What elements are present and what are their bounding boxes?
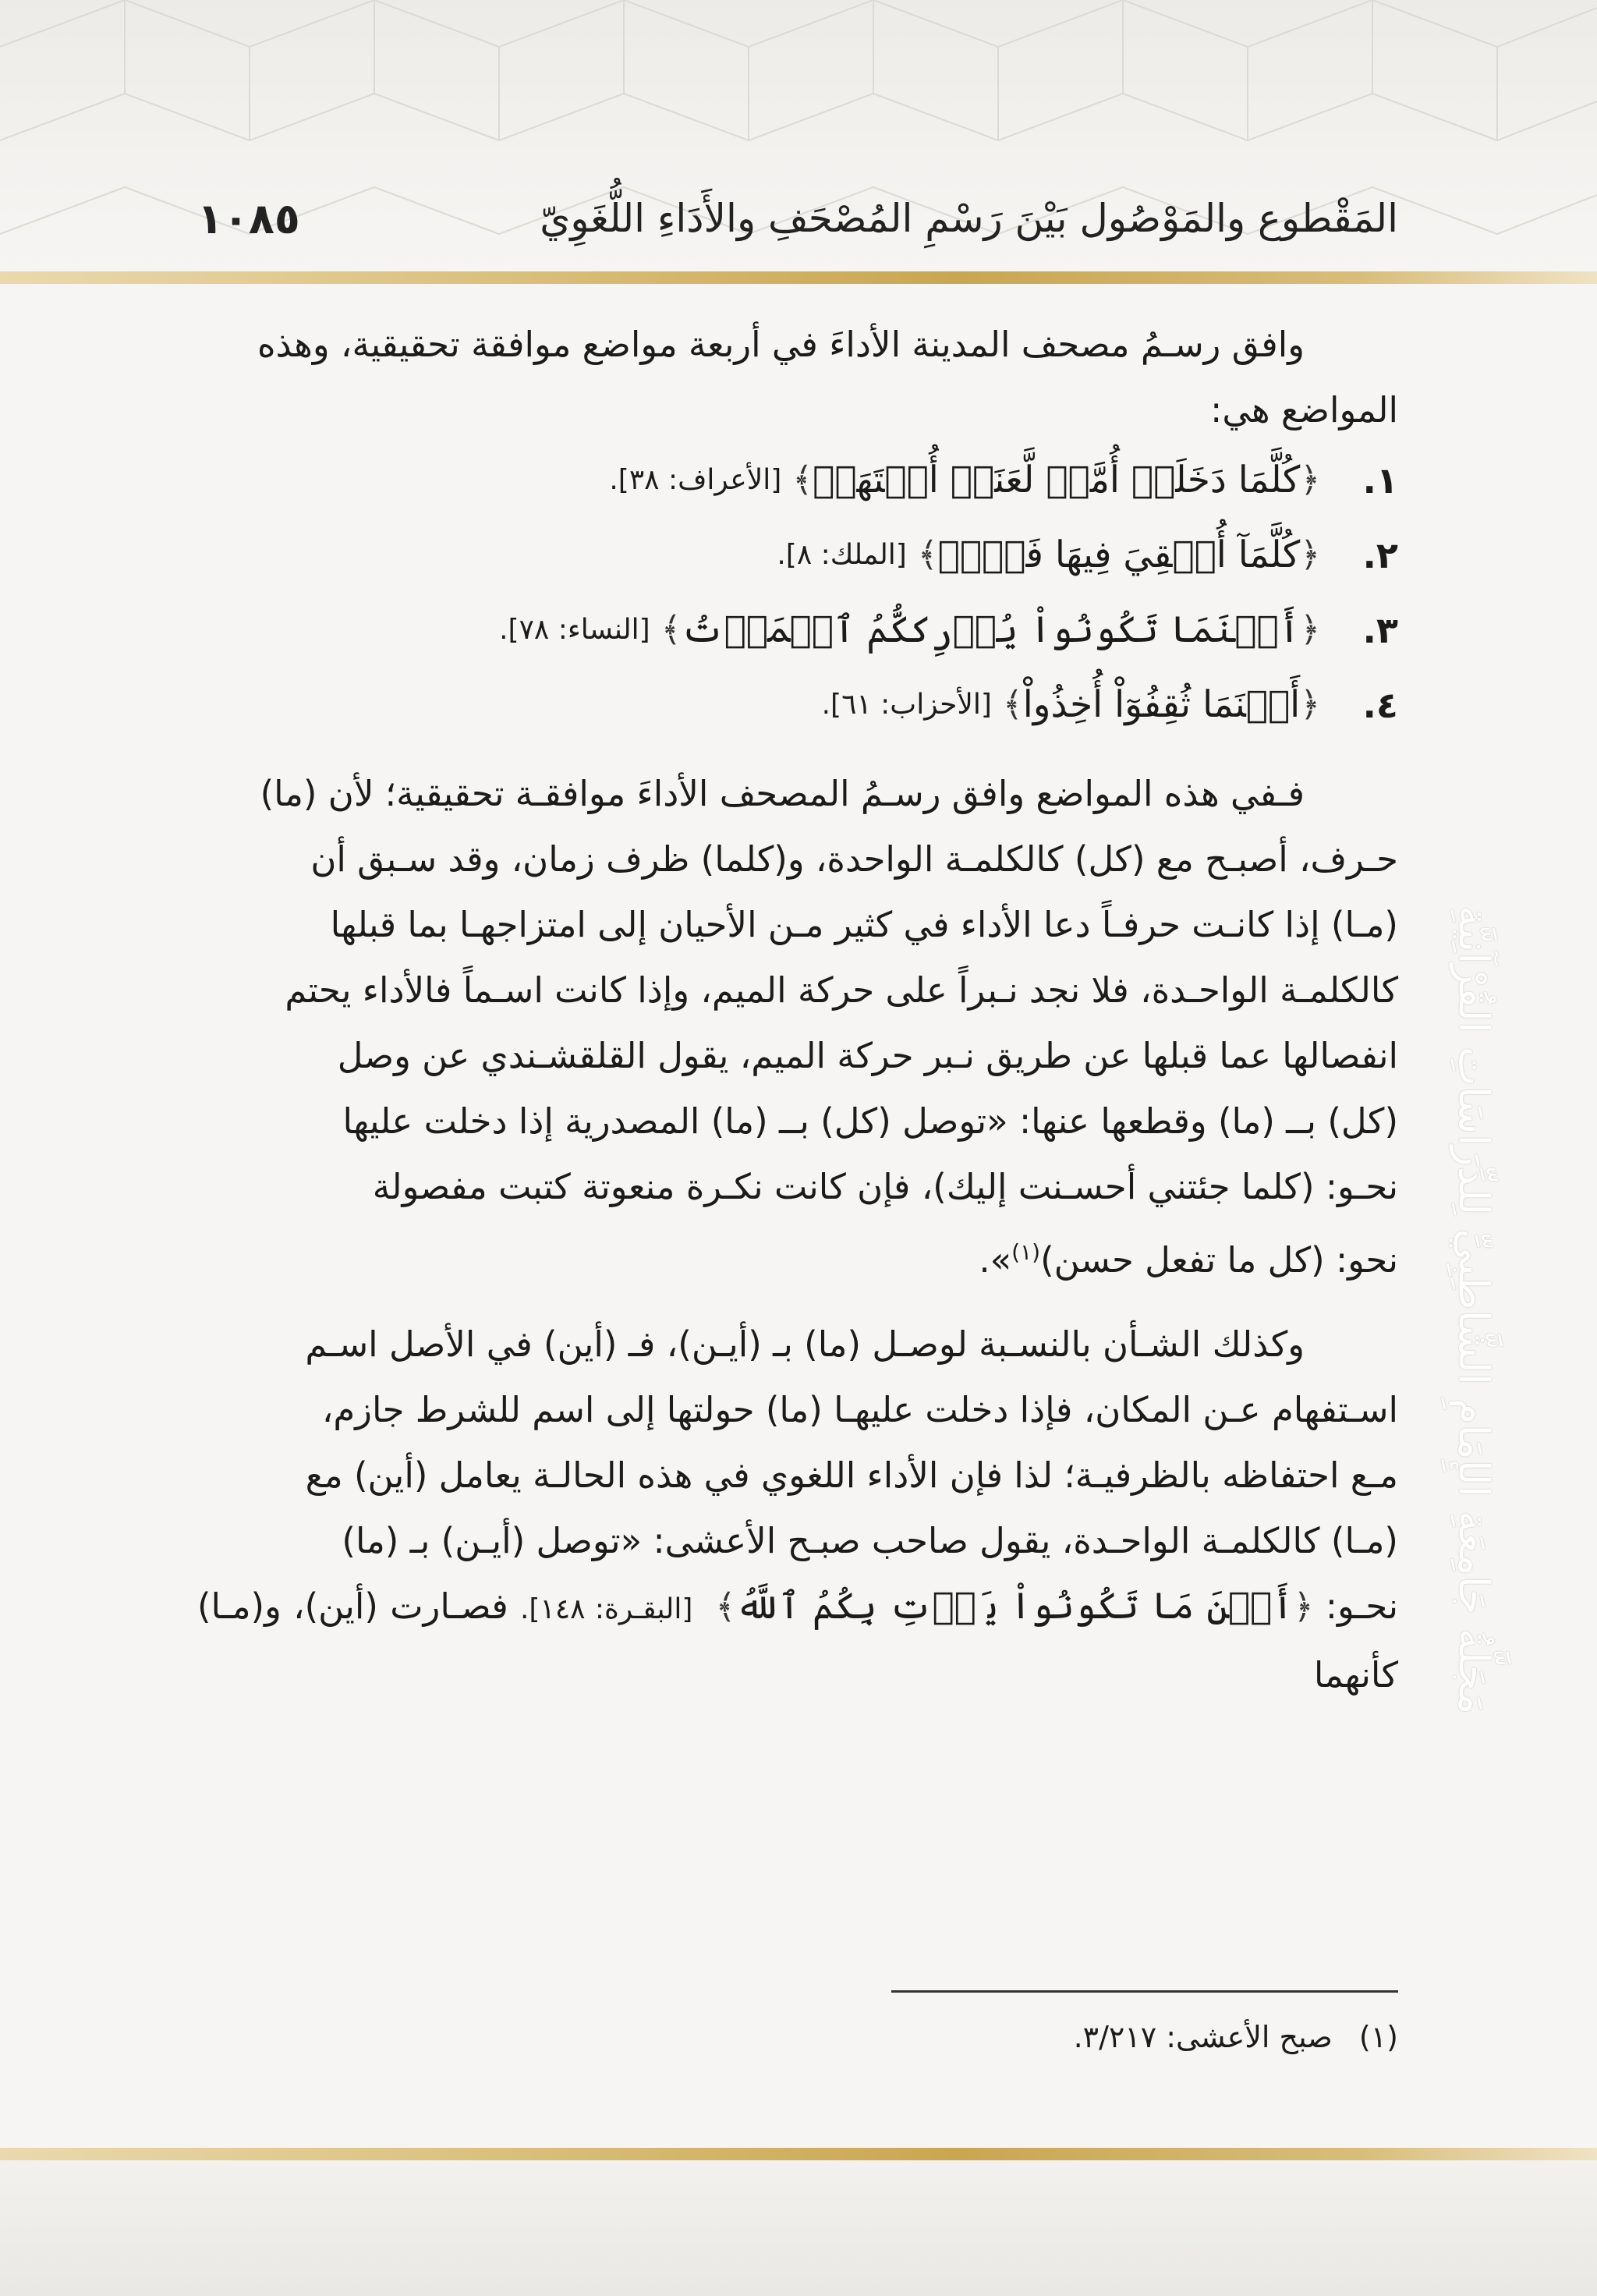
paragraph-line: نحـو: (كلما جئتني أحسـنت إليك)، فإن كانت نكـرة منعوتة كتبت مفصولة: [372, 1166, 1398, 1207]
verse-close-bracket: ﴾: [792, 460, 813, 500]
bottom-gold-divider: [0, 2148, 1597, 2160]
verse-list-item: [197, 593, 1398, 668]
verse-list-item: [197, 518, 1398, 593]
item-number: ٢.: [1362, 534, 1398, 576]
quran-verse: كُلَّمَآ أُلۡقِيَ فِيهَا فَوۡجٞ: [937, 533, 1301, 576]
footer-background: [0, 2160, 1597, 2296]
header-background: [0, 0, 1597, 273]
verse-open-bracket: ﴿: [1300, 460, 1320, 500]
verse-open-bracket: ﴿: [1300, 535, 1320, 575]
intro-line: المواضع هي:: [1210, 389, 1398, 430]
verse-reference: [النساء: ٧٨].: [499, 614, 650, 646]
verse-reference: [الأحزاب: ٦١].: [821, 689, 992, 721]
intro-line: وافق رسـمُ مصحف المدينة الأداءَ في أربعة مواضع موافقة تحقيقية، وهذه: [257, 324, 1305, 365]
paragraph-line: وكذلك الشـأن بالنسـبة لوصـل (ما) بـ (أيـن)، فـ (أين) في الأصل اسـم: [305, 1323, 1305, 1365]
quran-verse: كُلَّمَا دَخَلَتۡ أُمَّةٞ لَّعَنَتۡ أُخۡتَهَاۖ: [813, 459, 1301, 501]
verse-reference: [الملك: ٨].: [777, 539, 907, 571]
quran-verse: أَيۡنَ مَا تَكُونُواْ يَأۡتِ بِكُمُ ٱللَّهُ: [735, 1585, 1294, 1628]
verse-list-item: [197, 443, 1398, 518]
footnote: [197, 2014, 1398, 2060]
verse-reference: [الأعراف: ٣٨].: [609, 464, 782, 496]
footnote-text: صبح الأعشى: ٣/٢١٧.: [1073, 2020, 1333, 2054]
verse-open-bracket: ﴿: [1300, 610, 1320, 650]
side-watermark-title: مَجَلَّةُ جَامِعَةِ الإِمَامِ الشَّاطِبِيِّ لِلدِّرَاسَاتِ القُرْآنِيَّةِ: [1449, 905, 1499, 1715]
paragraph-line: [197, 1220, 1398, 1293]
paragraph-line: (مـا) إذا كانـت حرفـاً دعا الأداء في كثير مـن الأحيان إلى امتزاجهـا بما قبلها: [330, 904, 1398, 945]
paragraph-line: (مـا) كالكلمـة الواحـدة، يقول صاحب صبـح الأعشى: «توصل (أيـن) بـ (ما): [342, 1520, 1398, 1561]
footnote-separator: [891, 1990, 1398, 1993]
quran-verse: أَيۡنَمَا ثُقِفُوٓاْ أُخِذُواْ: [1022, 683, 1301, 726]
verse-close-bracket: ﴾: [660, 610, 682, 650]
item-number: ٣.: [1362, 609, 1398, 651]
paragraph-line: مـع احتفاظه بالظرفيـة؛ لذا فإن الأداء اللغوي في هذه الحالـة يعامل (أين) مع: [305, 1454, 1398, 1496]
verse-open-bracket: ﴿: [1300, 685, 1320, 725]
verse-close-bracket: ﴾: [715, 1587, 736, 1627]
paragraph-text: نحو: (كل ما تفعل حسن): [1040, 1239, 1398, 1281]
verse-list-item: [197, 668, 1398, 742]
paragraph-text: فصـارت (أين)، و(مـا) كأنهما: [197, 1586, 1398, 1695]
paragraph: [197, 1312, 1398, 1708]
top-gold-divider: [0, 271, 1597, 284]
page-number: ١٠٨٥: [197, 193, 300, 243]
paragraph-line: [197, 1574, 1398, 1708]
paragraph-line: (كل) بــ (ما) وقطعها عنها: «توصل (كل) بــ (ما) المصدرية إذا دخلت عليها: [342, 1100, 1398, 1142]
paragraph-line: انفصالها عما قبلها عن طريق نـبر حركة الميم، يقول القلقشـندي عن وصل: [337, 1035, 1398, 1076]
item-number: ١.: [1362, 459, 1398, 501]
paragraph-line: اسـتفهام عـن المكان، فإذا دخلت عليهـا (ما) حولتها إلى اسم للشرط جازم،: [321, 1389, 1398, 1430]
verse-open-bracket: ﴿: [1293, 1587, 1314, 1627]
quran-verse: أَيۡنَمَا تَكُونُواْ يُدۡرِككُّمُ ٱلۡمَوۡتُ: [681, 608, 1301, 651]
footnote-marker[interactable]: (١): [1011, 1239, 1041, 1265]
verse-close-bracket: ﴾: [917, 535, 938, 575]
verse-close-bracket: ﴾: [1002, 685, 1023, 725]
verse-reference: [البقـرة: ١٤٨].: [519, 1593, 693, 1625]
paragraph-line: حـرف، أصبـح مع (كل) كالكلمـة الواحدة، و(كلما) ظرف زمان، وقد سـبق أن: [310, 838, 1398, 880]
paragraph-text: نحـو:: [1325, 1586, 1398, 1627]
item-number: ٤.: [1362, 684, 1398, 726]
paragraph-line: فـفي هذه المواضع وافق رسـمُ المصحف الأداءَ موافقـة تحقيقية؛ لأن (ما): [260, 773, 1305, 814]
running-head-title: المَقْطوع والمَوْصُول بَيْنَ رَسْمِ المُصْحَفِ والأَدَاءِ اللُّغَوِيّ: [540, 196, 1398, 241]
quote-close: ».: [979, 1239, 1012, 1281]
running-head: [197, 183, 1398, 253]
footnote-number: (١): [1358, 2020, 1398, 2054]
page-body: [197, 312, 1398, 1708]
paragraph: [197, 761, 1398, 1293]
paragraph-line: كالكلمـة الواحـدة، فلا نجد نـبراً على حركة الميم، وإذا كانت اسـماً فالأداء يحتم: [285, 969, 1398, 1011]
